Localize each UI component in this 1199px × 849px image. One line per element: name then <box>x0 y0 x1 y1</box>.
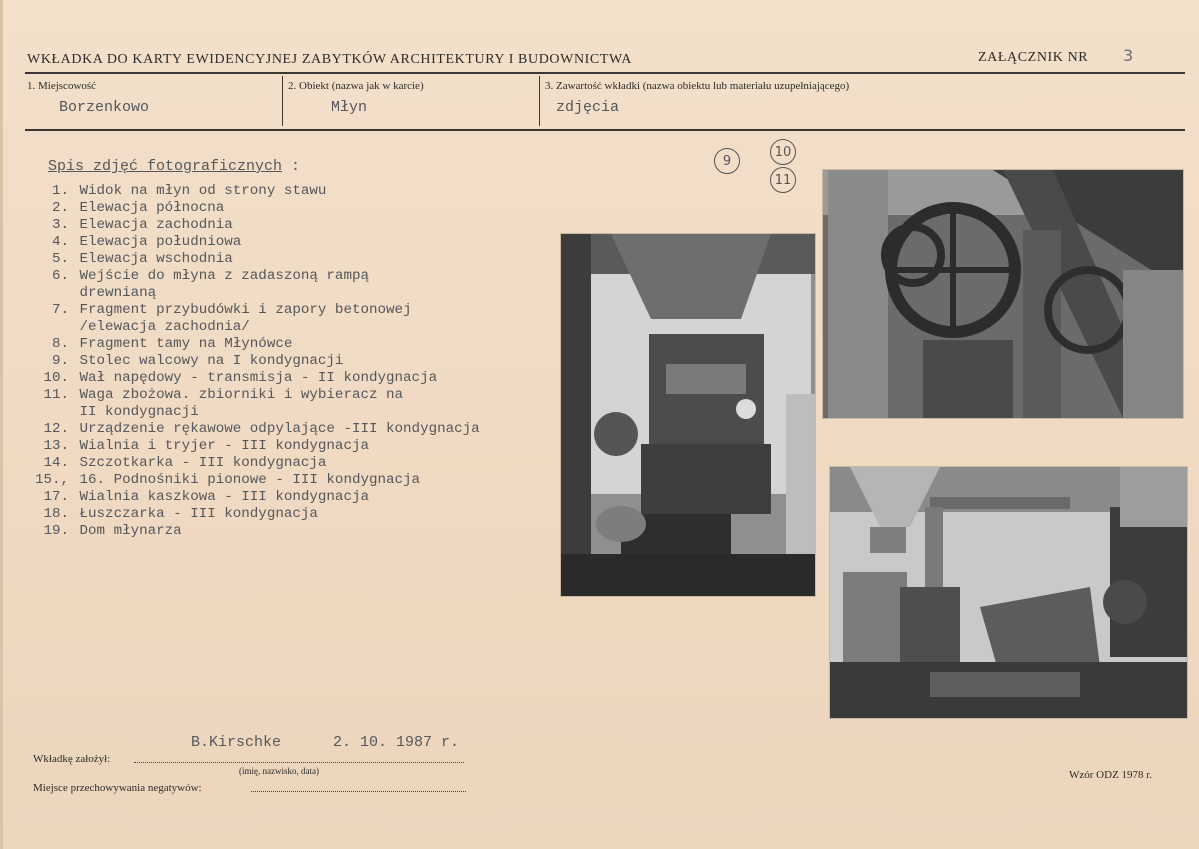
photo-list-item <box>31 251 561 268</box>
object-value: Młyn <box>331 99 368 116</box>
photo-list-item <box>31 217 561 234</box>
photo-roller-mill <box>561 234 815 596</box>
photo-list-item-number: 5. <box>51 251 69 267</box>
photo-list-item-text: Elewacja zachodnia <box>79 217 233 233</box>
photo-list-item <box>31 353 561 370</box>
photo-list-item-number: 9. <box>51 353 69 369</box>
location-label: 1. Miejscowość <box>27 80 97 92</box>
photo-list-item-text: Elewacja południowa <box>79 234 242 250</box>
photo-drive-shaft <box>823 170 1183 418</box>
photo-list-item-number: 4. <box>51 234 69 250</box>
photo-list-item-text: 16. Podnośniki pionowe - III kondygnacja <box>79 472 421 488</box>
content-value: zdjęcia <box>556 99 620 116</box>
photo-list-item-number: 19. <box>43 523 69 539</box>
photo-list-item <box>31 472 561 489</box>
photo-list-item-text: II kondygnacji <box>79 404 199 420</box>
photo-list-item <box>31 455 561 472</box>
photo-list-item-text: Urządzenie rękawowe odpylające -III kondygnacja <box>79 421 480 437</box>
photo-list-item-text: Fragment przybudówki i zapory betonowej <box>79 302 412 318</box>
negatives-label: Miejsce przechowywania negatywów: <box>33 782 202 794</box>
photo-list-item-text: Wialnia kaszkowa - III kondygnacja <box>79 489 369 505</box>
photo-list-item-text: Wał napędowy - transmisja - II kondygnacja <box>79 370 438 386</box>
photo-list-item-number: 3. <box>51 217 69 233</box>
photo-list-item <box>31 523 561 540</box>
photo-list-title-text: Spis zdjęć fotograficznych <box>48 158 283 175</box>
photo-list-item-number: 13. <box>43 438 69 454</box>
photo-list-item <box>31 506 561 523</box>
founder-name: B.Kirschke <box>191 734 282 751</box>
photo-list-item <box>31 336 561 353</box>
photo-list-item <box>31 404 561 421</box>
founder-label: Wkładkę założył: <box>33 753 111 765</box>
photo-list-item-text: Dom młynarza <box>79 523 182 539</box>
fields-rule <box>25 129 1185 131</box>
photo-list-item <box>31 438 561 455</box>
negatives-line <box>251 791 466 792</box>
photo-list-item-text: /elewacja zachodnia/ <box>79 319 250 335</box>
photo-list-item-text: Szczotkarka - III kondygnacja <box>79 455 327 471</box>
photo-list-item <box>31 387 561 404</box>
photo-list-item-number: 15., <box>34 472 69 488</box>
photo-list-item-text: drewnianą <box>79 285 157 301</box>
photo-list-item-text: Stolec walcowy na I kondygnacji <box>79 353 344 369</box>
photo-list-item-number: 18. <box>43 506 69 522</box>
photo-list <box>31 183 561 540</box>
photo-list-title <box>48 158 300 175</box>
photo-list-item-number: 2. <box>51 200 69 216</box>
photo-list-item-text: Widok na młyn od strony stawu <box>79 183 327 199</box>
attachment-number: 3 <box>1123 46 1134 65</box>
photo-list-item-number: 10. <box>43 370 69 386</box>
founder-line <box>134 762 464 763</box>
photo-list-item-number: 11. <box>43 387 69 403</box>
card-title: WKŁADKA DO KARTY EWIDENCYJNEJ ZABYTKÓW ARCHITEKTURY I BUDOWNICTWA <box>27 52 632 67</box>
photo-marker-11: 11 <box>770 167 796 193</box>
content-label: 3. Zawartość wkładki (nazwa obiektu lub materiału uzupełniającego) <box>545 80 850 92</box>
photo-list-item-text: Łuszczarka - III kondygnacja <box>79 506 318 522</box>
object-label: 2. Obiekt (nazwa jak w karcie) <box>288 80 424 92</box>
photo-list-item-text: Wejście do młyna z zadaszoną rampą <box>79 268 369 284</box>
photo-list-item <box>31 370 561 387</box>
photo-list-item-text: Elewacja północna <box>79 200 225 216</box>
founder-date: 2. 10. 1987 r. <box>333 734 460 751</box>
photo-list-item-number: 6. <box>51 268 69 284</box>
photo-marker-10: 10 <box>770 139 796 165</box>
photo-list-title-colon: : <box>282 158 301 175</box>
founder-hint: (imię, nazwisko, data) <box>239 766 319 776</box>
photo-list-item-number: 12. <box>43 421 69 437</box>
field-divider <box>282 76 283 126</box>
photo-list-item <box>31 234 561 251</box>
photo-list-item-number: 7. <box>51 302 69 318</box>
header-rule <box>25 72 1185 74</box>
photo-list-item-number: 8. <box>51 336 69 352</box>
location-value: Borzenkowo <box>59 99 150 116</box>
photo-grain-scale <box>830 467 1187 718</box>
photo-list-item-text: Wialnia i tryjer - III kondygnacja <box>79 438 369 454</box>
photo-list-item-text: Waga zbożowa. zbiorniki i wybieracz na <box>79 387 404 403</box>
photo-list-item <box>31 489 561 506</box>
photo-list-item <box>31 268 561 285</box>
photo-list-item-text: Elewacja wschodnia <box>79 251 233 267</box>
photo-list-item-number: 1. <box>51 183 69 199</box>
field-divider <box>539 76 540 126</box>
photo-list-item <box>31 200 561 217</box>
photo-list-item <box>31 319 561 336</box>
photo-list-item-number: 14. <box>43 455 69 471</box>
form-pattern: Wzór ODZ 1978 r. <box>1069 769 1153 781</box>
photo-list-item <box>31 302 561 319</box>
photo-list-item-text: Fragment tamy na Młynówce <box>79 336 293 352</box>
photo-list-item <box>31 285 561 302</box>
photo-marker-9: 9 <box>714 148 740 174</box>
photo-list-item <box>31 183 561 200</box>
attachment-label: ZAŁĄCZNIK NR <box>978 50 1089 65</box>
photo-list-item <box>31 421 561 438</box>
photo-list-item-number: 17. <box>43 489 69 505</box>
